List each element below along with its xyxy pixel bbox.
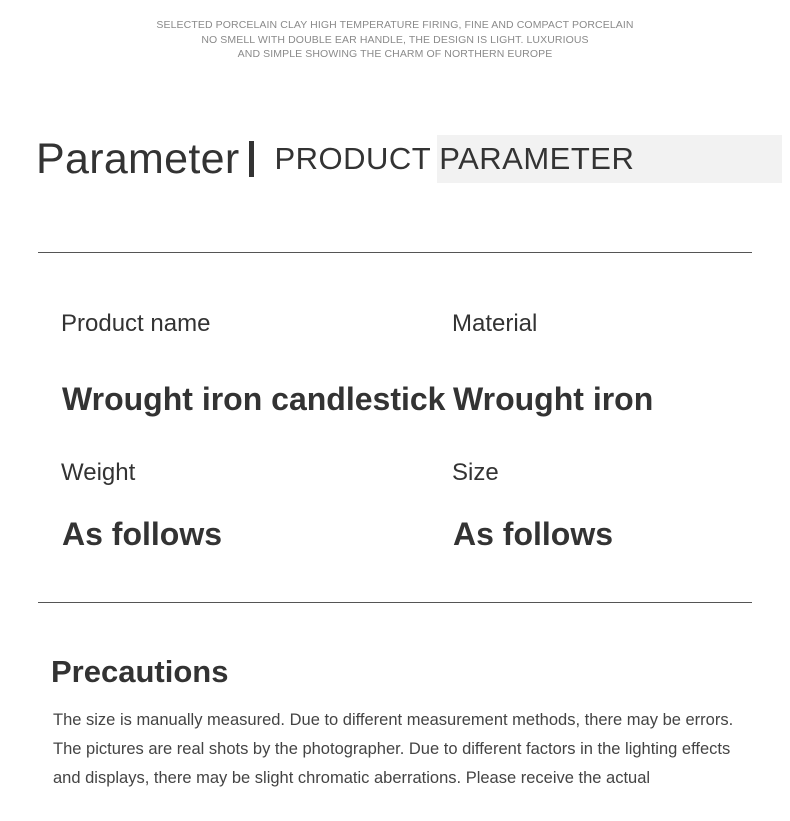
bottom-divider xyxy=(38,602,752,603)
parameter-subtitle xyxy=(274,135,782,183)
material-label: Material xyxy=(452,310,538,337)
precautions-line: The pictures are real shots by the photographer. Due to different factors in the lighting effects xyxy=(53,740,731,758)
parameter-title: Parameter xyxy=(36,134,240,183)
parameter-subtitle-highlight: PARAMETER xyxy=(437,135,782,183)
parameter-subtitle-word: PRODUCT xyxy=(274,141,432,176)
tagline-line: NO SMELL WITH DOUBLE EAR HANDLE, THE DESIGN IS LIGHT. LUXURIOUS xyxy=(201,33,589,46)
weight-value: As follows xyxy=(62,516,223,552)
material-value: Wrought iron xyxy=(453,381,654,417)
product-name-value: Wrought iron candlestick xyxy=(62,381,446,417)
precautions-title: Precautions xyxy=(51,654,229,689)
precautions-text xyxy=(53,706,753,793)
precautions-line: and displays, there may be slight chromatic aberrations. Please receive the actual xyxy=(53,769,651,787)
size-value: As follows xyxy=(453,516,614,552)
top-divider xyxy=(38,252,752,253)
tagline xyxy=(0,18,790,62)
parameter-heading xyxy=(36,134,782,184)
heading-divider-bar xyxy=(249,141,254,177)
tagline-line: AND SIMPLE SHOWING THE CHARM OF NORTHERN EUROPE xyxy=(237,48,553,60)
product-name-label: Product name xyxy=(61,310,211,337)
tagline-line: SELECTED PORCELAIN CLAY HIGH TEMPERATURE FIRING, FINE AND COMPACT PORCELAIN xyxy=(156,19,634,31)
size-label: Size xyxy=(452,459,499,486)
weight-label: Weight xyxy=(61,459,136,486)
precautions-line: The size is manually measured. Due to different measurement methods, there may be errors. xyxy=(53,711,734,729)
